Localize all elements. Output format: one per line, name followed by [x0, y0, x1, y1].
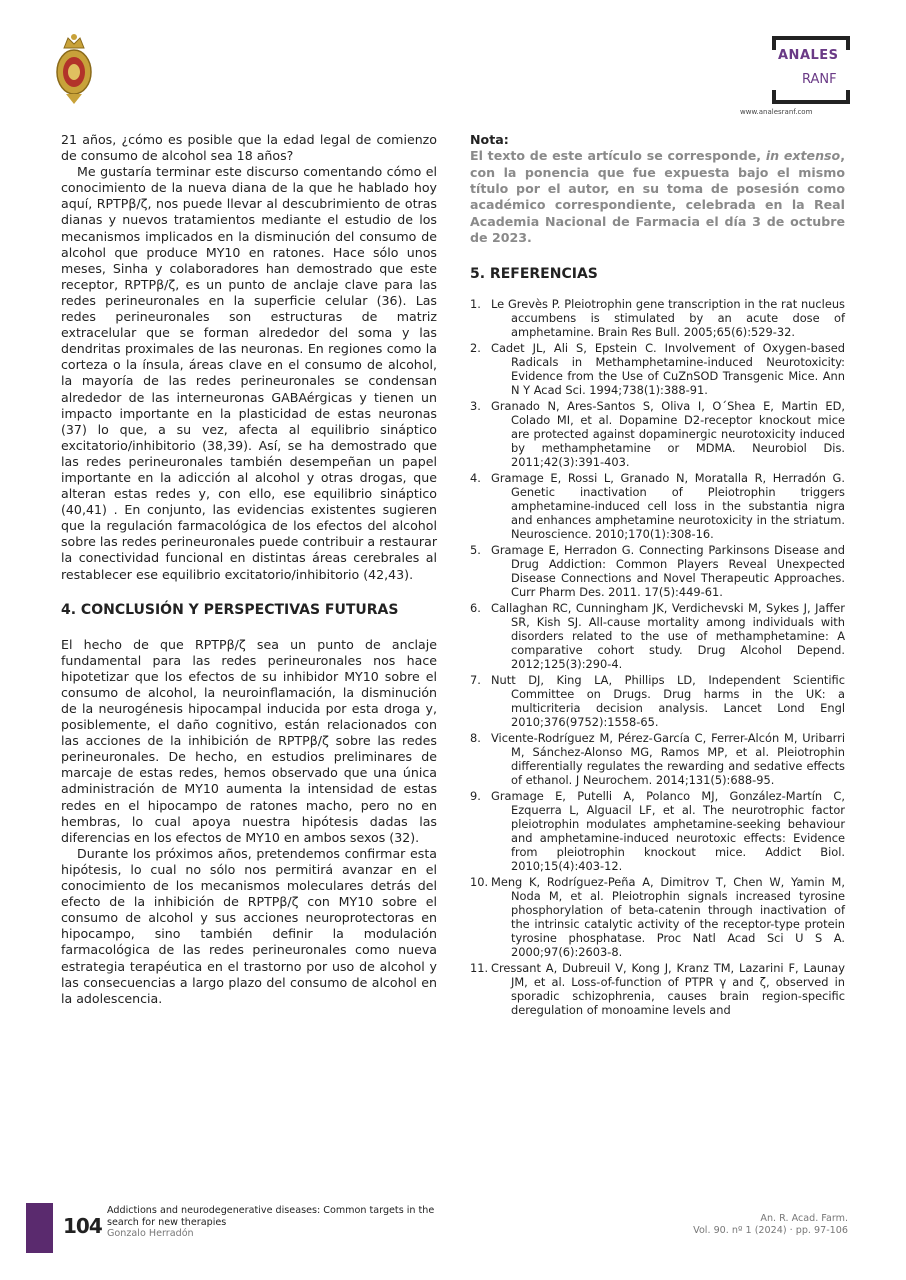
reference-item	[470, 875, 845, 959]
footer-volume: Vol. 90. nº 1 (2024) · pp. 97-106	[693, 1224, 848, 1236]
note-text: , con la ponencia que fue expuesta bajo el mismo título por el autor, en su toma de posesión como académico correspondiente, celebrada en la Real Academia Nacional de Farmacia el día 3 de octubre de 2023.	[470, 148, 845, 246]
reference-number: 8.	[470, 730, 481, 745]
reference-item	[470, 673, 845, 729]
reference-number: 5.	[470, 542, 481, 557]
reference-number: 6.	[470, 600, 481, 615]
royal-academy-crest-icon	[52, 32, 96, 106]
website-link[interactable]: www.analesranf.com	[740, 108, 813, 116]
footer-journal: An. R. Acad. Farm.	[760, 1213, 848, 1224]
reference-text: Gramage E, Rossi L, Granado N, Moratalla R, Herradón G. Genetic inactivation of Pleiotrophin triggers amphetamine-induced cell loss in the substantia nigra and enhances amphetamine neurotoxicity in the striatum. Neuroscience. 2010;170(1):308-16.	[491, 470, 845, 541]
page-number: 104	[63, 1214, 102, 1238]
reference-item	[470, 543, 845, 599]
reference-number: 10.	[470, 874, 489, 889]
logo-anales-text: ANALES	[778, 48, 839, 63]
note-title: Nota:	[470, 132, 509, 147]
logo-ranf-text: RANF	[802, 72, 837, 87]
reference-text: Gramage E, Putelli A, Polanco MJ, González-Martín C, Ezquerra L, Alguacil LF, et al. The neurotrophic factor pleiotrophin modulates amphetamine-seeking behaviour and amphetamine-induced neurotoxic effects: Evidence from pleiotrophin knockout mice. Addict Biol. 2010;15(4):403-12.	[491, 788, 845, 873]
paragraph: Me gustaría terminar este discurso comentando cómo el conocimiento de la nueva diana de la que he hablado hoy aquí, RPTPβ/ζ, nos puede llevar al descubrimiento de otras dianas y nuevos tratamientos mediante el estudio de los mecanismos implicados en la disminución del consumo de alcohol que produce MY10 en ratones. Hace sólo unos meses, Sinha y colaboradores han demostrado que este receptor, RPTPβ/ζ, es un punto de anclaje clave para las redes perineuronales en la superficie celular (36). Las redes perineuronales son estructuras de matriz extracelular que se forman alrededor del soma y las dendritas proximales de las neuronas. En regiones como la corteza o la ínsula, áreas clave en el consumo de alcohol, la mayoría de las redes perineuronales se condensan alrededor de las interneuronas GABAérgicas y tienen un impacto importante en la plasticidad de estas neuronas (37) lo que, a su vez, afecta al equilibrio sináptico excitatorio/inhibitorio (38,39). Así, se ha demostrado que las redes perineuronales también desempeñan un papel importante en la adicción al alcohol y otras drogas, que alteran estas redes y, con ello, ese equilibrio sináptico (40,41) . En conjunto, las evidencias existentes sugieren que la regulación farmacológica de los efectos del alcohol sobre las redes perineuronales puede contribuir a restaurar la conectividad funcional en distintas áreas cerebrales al restablecer ese equilibrio excitatorio/inhibitorio (42,43).	[61, 164, 437, 582]
paragraph: 21 años, ¿cómo es posible que la edad legal de comienzo de consumo de alcohol sea 18 años?	[61, 132, 437, 164]
note-emphasis: in extenso	[765, 148, 841, 164]
section-heading: 5. REFERENCIAS	[470, 265, 598, 282]
note-body	[470, 148, 845, 246]
reference-number: 11.	[470, 960, 489, 975]
reference-item	[470, 601, 845, 671]
reference-text: Cadet JL, Ali S, Epstein C. Involvement of Oxygen-based Radicals in Methamphetamine-induced Neurotoxicity: Evidence from the Use of CuZnSOD Transgenic Mice. Ann N Y Acad Sci. 1994;738(1):388-91.	[491, 340, 845, 397]
reference-text: Granado N, Ares-Santos S, Oliva I, O´Shea E, Martin ED, Colado MI, et al. Dopamine D2-receptor knockout mice are protected against dopaminergic neurotoxicity induced by methamphetamine or MDMA. Neurobiol Dis. 2011;42(3):391-403.	[491, 398, 845, 469]
footer-journal-info	[693, 1213, 848, 1236]
left-column	[61, 132, 437, 1007]
reference-list	[470, 297, 845, 1017]
footer-article-title: Addictions and neurodegenerative diseases: Common targets in the search for new therapies	[107, 1205, 435, 1228]
reference-item	[470, 399, 845, 469]
reference-number: 1.	[470, 296, 481, 311]
reference-number: 4.	[470, 470, 481, 485]
logo-bracket-bottom	[772, 90, 850, 104]
reference-text: Meng K, Rodríguez-Peña A, Dimitrov T, Chen W, Yamin M, Noda M, et al. Pleiotrophin signals increased tyrosine phosphorylation of beta-catenin through inactivation of the intrinsic catalytic activity of the receptor-type protein tyrosine phosphatase. Proc Natl Acad Sci U S A. 2000;97(6):2603-8.	[491, 874, 845, 959]
reference-item	[470, 471, 845, 541]
paragraph: Durante los próximos años, pretendemos confirmar esta hipótesis, lo cual no sólo nos permitirá avanzar en el conocimiento de los mecanismos moleculares detrás del efecto de la inhibición de RPTPβ/ζ con MY10 sobre el consumo de alcohol y sus acciones neuroprotectoras en hipocampo, sino también definir la modulación farmacológica de las redes perineuronales como nueva estrategia terapéutica en el trastorno por uso de alcohol y las consecuencias a largo plazo del consumo de alcohol en la adolescencia.	[61, 845, 437, 1006]
reference-number: 7.	[470, 672, 481, 687]
footer-author: Gonzalo Herradón	[107, 1228, 194, 1239]
reference-text: Le Grevès P. Pleiotrophin gene transcription in the rat nucleus accumbens is stimulated by an acute dose of amphetamine. Brain Res Bull. 2005;65(6):529-32.	[491, 296, 845, 339]
reference-text: Vicente-Rodríguez M, Pérez-García C, Ferrer-Alcón M, Uribarri M, Sánchez-Alonso MG, Ramos MP, et al. Pleiotrophin differentially regulates the rewarding and sedative effects of ethanol. J Neurochem. 2014;131(5):688-95.	[491, 730, 845, 787]
reference-item	[470, 789, 845, 873]
reference-number: 3.	[470, 398, 481, 413]
footer-accent-bar	[26, 1203, 53, 1253]
reference-text: Gramage E, Herradon G. Connecting Parkinsons Disease and Drug Addiction: Common Players Reveal Unexpected Disease Connections and Novel Therapeutic Approaches. Curr Pharm Des. 2011. 17(5):449-61.	[491, 542, 845, 599]
reference-number: 9.	[470, 788, 481, 803]
reference-item	[470, 961, 845, 1017]
reference-text: Callaghan RC, Cunningham JK, Verdichevski M, Sykes J, Jaffer SR, Kish SJ. All-cause mortality among individuals with disorders related to the use of methamphetamine: A comparative cohort study. Drug Alcohol Depend. 2012;125(3):290-4.	[491, 600, 845, 671]
section-heading: 4. CONCLUSIÓN Y PERSPECTIVAS FUTURAS	[61, 601, 399, 618]
reference-item	[470, 297, 845, 339]
reference-text: Cressant A, Dubreuil V, Kong J, Kranz TM, Lazarini F, Launay JM, et al. Loss-of-function of PTPR γ and ζ, observed in sporadic schizophrenia, causes brain region-specific deregulation of monoamine levels and	[491, 960, 845, 1017]
reference-item	[470, 731, 845, 787]
reference-number: 2.	[470, 340, 481, 355]
note-text: El texto de este artículo se corresponde,	[470, 148, 766, 164]
paragraph: El hecho de que RPTPβ/ζ sea un punto de anclaje fundamental para las redes perineuronales nos hace hipotetizar que los efectos de su inhibidor MY10 sobre el consumo de alcohol, la neuroinflamación, la disminución de la neurogénesis hipocampal inducida por esta droga y, posiblemente, el daño cognitivo, están relacionados con las acciones de la inhibición de RPTPβ/ζ sobre las redes perineuronales. De hecho, en estudios preliminares de marcaje de estas redes, hemos observado que una única administración de MY10 aumenta la intensidad de estas redes en el hipocampo de ratones macho, pero no en hembras, lo cual apoya nuestra hipótesis dadas las diferencias en los efectos de MY10 en ambos sexos (32).	[61, 636, 437, 845]
right-column	[470, 132, 845, 1019]
anales-ranf-logo	[738, 36, 852, 122]
reference-text: Nutt DJ, King LA, Phillips LD, Independent Scientific Committee on Drugs. Drug harms in the UK: a multicriteria decision analysis. Lancet Lond Engl 2010;376(9752):1558-65.	[491, 672, 845, 729]
footer-article-info	[107, 1205, 447, 1240]
reference-item	[470, 341, 845, 397]
